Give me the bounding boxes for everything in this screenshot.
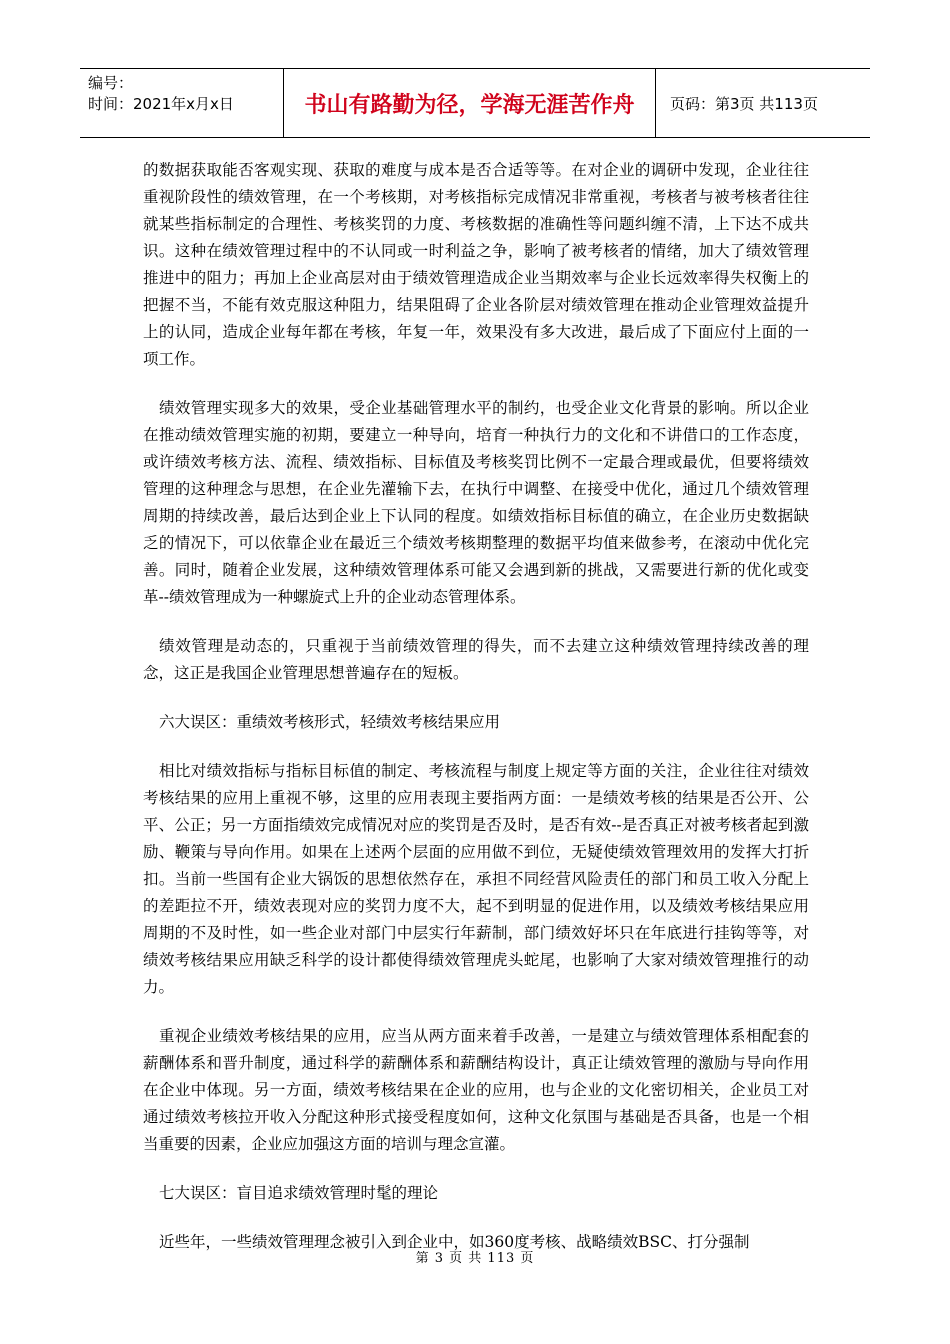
body-paragraph: 近些年，一些绩效管理理念被引入到企业中，如360度考核、战略绩效BSC、打分强制	[159, 1233, 750, 1251]
page-footer: 第 3 页 共 113 页	[415, 1251, 535, 1266]
body-paragraph: 绩效管理实现多大的效果，受企业基础管理水平的制约，也受企业文化背景的影响。所以企业在推动绩效管理实施的初期，要建立一种导向，培育一种执行力的文化和不讲借口的工作态度，或许绩效考核方法、流程、绩效指标、目标值及考核奖罚比例不一定最合理或最优，但要将绩效管理的这种理念与思想，在企业先灌输下去，在执行中调整、在接受中优化，通过几个绩效管理周期的持续改善，最后达到企业上下认同的程度。如绩效指标目标值的确立，在企业历史数据缺乏的情况下，可以依靠企业在最近三个绩效考核期整理的数据平均值来做参考，在滚动中优化完善。同时，随着企业发展，这种绩效管理体系可能又会遇到新的挑战，又需要进行新的优化或变革--绩效管理成为一种螺旋式上升的企业动态管理体系。	[143, 399, 809, 606]
document-body	[143, 157, 809, 1278]
page-header	[80, 68, 870, 138]
body-paragraph: 绩效管理是动态的，只重视于当前绩效管理的得失，而不去建立这种绩效管理持续改善的理念，这正是我国企业管理思想普遍存在的短板。	[143, 637, 809, 682]
section-heading: 七大误区：盲目追求绩效管理时髦的理论	[159, 1184, 439, 1202]
body-paragraph: 相比对绩效指标与指标目标值的制定、考核流程与制度上规定等方面的关注，企业往往对绩效考核结果的应用上重视不够，这里的应用表现主要指两方面：一是绩效考核的结果是否公开、公平、公正；另一方面指绩效完成情况对应的奖罚是否及时，是否有效--是否真正对被考核者起到激励、鞭策与导向作用。如果在上述两个层面的应用做不到位，无疑使绩效管理效用的发挥大打折扣。当前一些国有企业大锅饭的思想依然存在，承担不同经营风险责任的部门和员工收入分配上的差距拉不开，绩效表现对应的奖罚力度不大，起不到明显的促进作用，以及绩效考核结果应用周期的不及时性，如一些企业对部门中层实行年薪制，部门绩效好坏只在年底进行挂钩等等，对绩效考核结果应用缺乏科学的设计都使得绩效管理虎头蛇尾，也影响了大家对绩效管理推行的动力。	[143, 762, 809, 996]
header-meta	[80, 69, 283, 137]
body-paragraph: 重视企业绩效考核结果的应用，应当从两方面来着手改善，一是建立与绩效管理体系相配套的薪酬体系和晋升制度，通过科学的薪酬体系和薪酬结构设计，真正让绩效管理的激励与导向作用在企业中体现。另一方面，绩效考核结果在企业的应用，也与企业的文化密切相关，企业员工对通过绩效考核拉开收入分配这种形式接受程度如何，这种文化氛围与基础是否具备，也是一个相当重要的因素，企业应加强这方面的培训与理念宣灌。	[143, 1027, 809, 1153]
body-paragraph: 的数据获取能否客观实现、获取的难度与成本是否合适等等。在对企业的调研中发现，企业往往重视阶段性的绩效管理，在一个考核期，对考核指标完成情况非常重视，考核者与被考核者往往就某些指标制定的合理性、考核奖罚的力度、考核数据的准确性等问题纠缠不清，上下达不成共识。这种在绩效管理过程中的不认同或一时利益之争，影响了被考核者的情绪，加大了绩效管理推进中的阻力；再加上企业高层对由于绩效管理造成企业当期效率与企业长远效率得失权衡上的把握不当，不能有效克服这种阻力，结果阻碍了企业各阶层对绩效管理在推动企业管理效益提升上的认同，造成企业每年都在考核，年复一年，效果没有多大改进，最后成了下面应付上面的一项工作。	[143, 161, 809, 368]
document-time-label: 时间：2021年x月x日	[88, 95, 234, 113]
section-heading: 六大误区：重绩效考核形式，轻绩效考核结果应用	[159, 713, 501, 731]
header-page-info: 页码：第3页 共113页	[670, 94, 818, 113]
document-number-label: 编号：	[88, 74, 134, 92]
header-motto: 书山有路勤为径，学海无涯苦作舟	[283, 69, 656, 137]
